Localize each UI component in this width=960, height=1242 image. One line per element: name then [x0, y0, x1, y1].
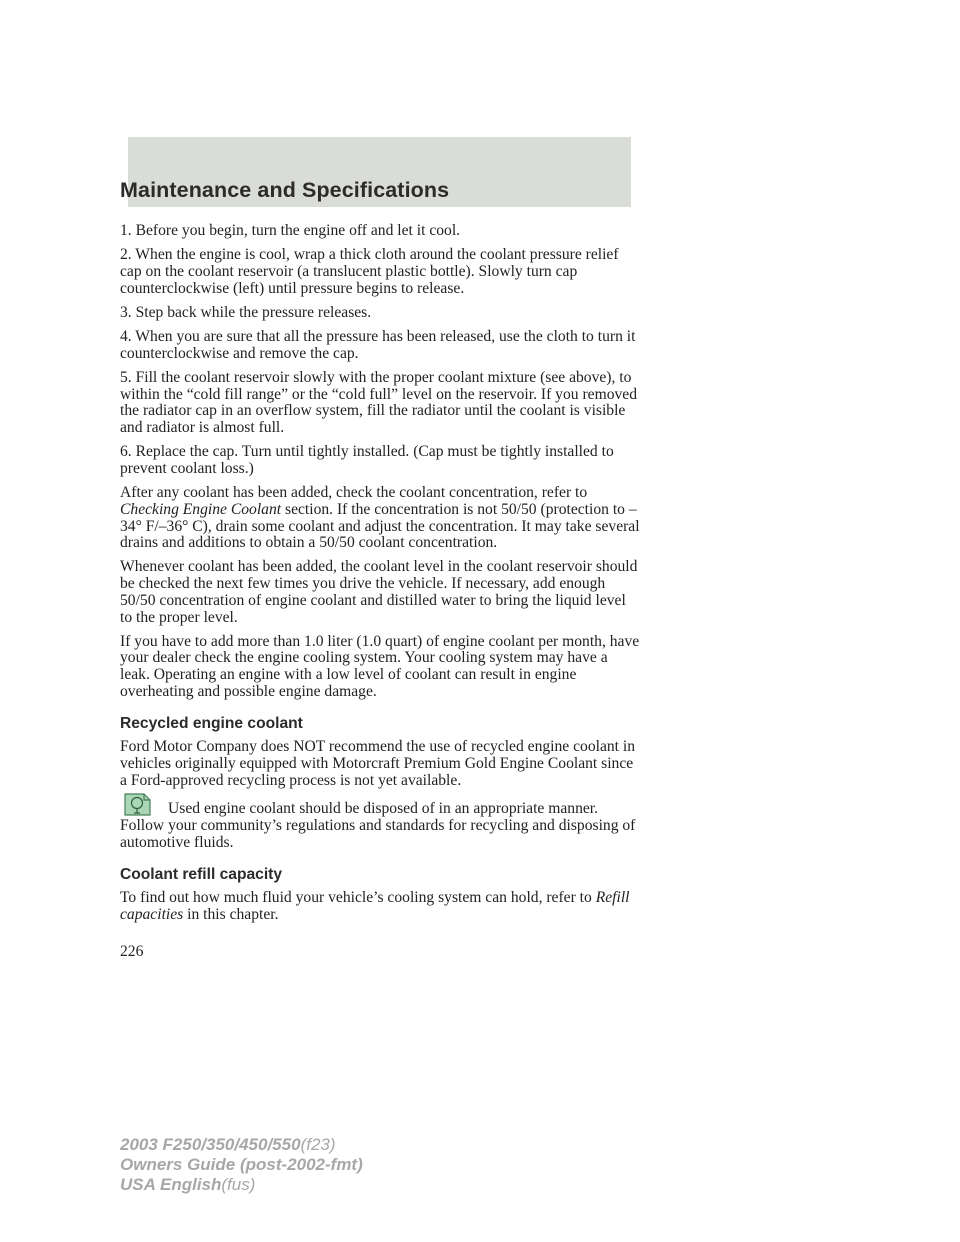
footer-model-code: (f23) — [300, 1135, 336, 1154]
after-added-text-start: After any coolant has been added, check the coolant concentration, refer to — [120, 484, 588, 502]
refill-text-end: in this chapter. — [183, 905, 279, 923]
after-added-paragraph — [120, 485, 640, 552]
footer-guide: Owners Guide (post-2002-fmt) — [120, 1155, 363, 1174]
refill-capacity-heading: Coolant refill capacity — [120, 865, 283, 883]
document-footer — [120, 1135, 363, 1195]
step-1: 1. Before you begin, turn the engine off and let it cool. — [120, 222, 461, 239]
step-5: 5. Fill the coolant reservoir slowly with the proper coolant mixture (see above), to within the “cold fill range” or the “cold full” level on the reservoir. If you removed the radiator cap in an overflow system, fill the radiator until the coolant is visible and radiator is almost full. — [120, 368, 638, 437]
footer-model: 2003 F250/350/450/550 — [120, 1135, 301, 1154]
footer-line-2 — [120, 1155, 363, 1175]
recycled-coolant-paragraph: Ford Motor Company does NOT recommend the use of recycled engine coolant in vehicles originally equipped with Motorcraft Premium Gold Engine Coolant since a Ford-approved recycling process is not yet available. — [120, 738, 636, 789]
checking-engine-coolant-reference: Checking Engine Coolant — [120, 500, 282, 518]
footer-language: USA English — [120, 1175, 222, 1194]
footer-line-3 — [120, 1175, 363, 1195]
step-4: 4. When you are sure that all the pressure has been released, use the cloth to turn it counterclockwise and remove the cap. — [120, 328, 636, 362]
environment-note-text: Used engine coolant should be disposed of in an appropriate manner. Follow your community’s regulations and standards for recycling and disposing of automotive fluids. — [120, 800, 636, 851]
refill-capacities-reference: Refill capacities — [120, 889, 630, 923]
check-level-paragraph: Whenever coolant has been added, the coolant level in the coolant reservoir should be checked the next few times you drive the vehicle. If necessary, add enough 50/50 concentration of engine coolant and distilled water to bring the liquid level to the proper level. — [120, 558, 638, 626]
step-6: 6. Replace the cap. Turn until tightly installed. (Cap must be tightly installed to prevent coolant loss.) — [120, 443, 614, 477]
page-title: Maintenance and Specifications — [120, 178, 450, 202]
refill-text-start: To find out how much fluid your vehicle’s cooling system can hold, refer to — [120, 889, 596, 907]
footer-line-1 — [120, 1135, 363, 1155]
page-number: 226 — [120, 943, 144, 960]
footer-language-code: (fus) — [221, 1175, 256, 1194]
after-added-text-end: section. If the concentration is not 50/50 (protection to –34° F/–36° C), drain some coolant and adjust the concentration. It may take several drains and additions to obtain a 50/50 coolant concentration. — [120, 500, 640, 552]
step-3: 3. Step back while the pressure releases. — [120, 303, 372, 321]
refill-capacity-paragraph — [120, 890, 640, 923]
recycled-coolant-heading: Recycled engine coolant — [120, 714, 303, 732]
tree-icon — [120, 791, 154, 819]
leak-warning-paragraph: If you have to add more than 1.0 liter (1.0 quart) of engine coolant per month, have your dealer check the engine cooling system. Your cooling system may have a leak. Operating an engine with a low level of coolant can result in engine overheating and possible engine damage. — [120, 632, 640, 700]
environment-note — [120, 801, 640, 851]
main-content — [120, 223, 640, 931]
step-2: 2. When the engine is cool, wrap a thick cloth around the coolant pressure relief cap on the coolant reservoir (a translucent plastic bottle). Slowly turn cap counterclockwise (left) until pressure begins to release. — [120, 246, 619, 297]
